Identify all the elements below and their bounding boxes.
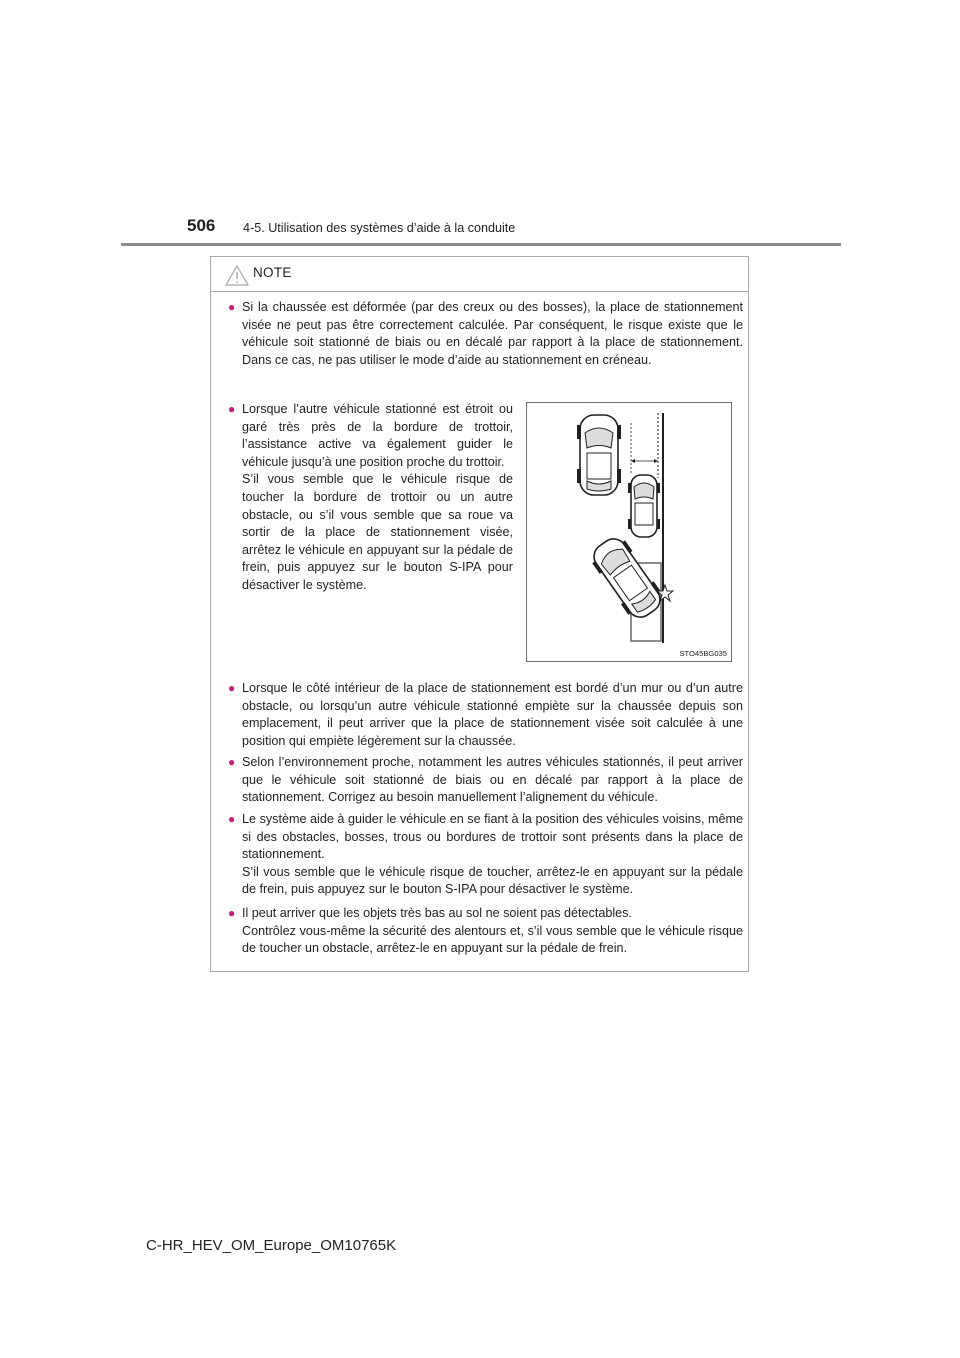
document-id: C-HR_HEV_OM_Europe_OM10765K (146, 1237, 397, 1254)
note-item (228, 811, 743, 899)
bullet-icon: ● (228, 300, 236, 314)
note-item (228, 401, 513, 595)
warning-triangle-icon (225, 265, 249, 286)
parked-car-rear (628, 475, 660, 537)
page-number: 506 (187, 216, 216, 235)
parking-diagram (527, 403, 733, 663)
note-item-text: Le système aide à guider le véhicule en se fiant à la position des véhicules voisins, même si des obstacles, bosses, trous ou bordures de trottoir sont présents dans la place de stationnement. S’il vous semble que le véhicule risque de toucher, arrêtez-le en appuyant sur la pédale de frein, puis appuyez sur le bouton S-IPA pour désactiver le système. (242, 812, 743, 897)
note-item-text: Il peut arriver que les objets très bas au sol ne soient pas détectables. Contrôlez vous-même la sécurité des alentours et, s’il vous semble que le véhicule risque de toucher un obstacle, arrêtez-le en appuyant sur la pédale de frein. (242, 906, 743, 956)
bullet-icon: ● (228, 402, 236, 416)
note-item-text: Si la chaussée est déformée (par des creux ou des bosses), la place de stationnement visée ne peut pas être correctement calculée. Par conséquent, le risque existe que le véhicule soit stationné de biais ou en décalé par rapport à la place de stationnement. Dans ce cas, ne pas utiliser le mode d’aide au stationnement en créneau. (242, 300, 743, 367)
parked-car-front (577, 415, 621, 495)
note-item (228, 905, 743, 958)
header-rule (121, 243, 841, 246)
bullet-icon: ● (228, 906, 236, 920)
bullet-icon: ● (228, 812, 236, 826)
note-item-text: Lorsque l’autre véhicule stationné est étroit ou garé très près de la bordure de trottoir, l’assistance active va également guider le véhicule jusqu’à une position proche du trottoir. S’il vous semble que le véhicule risque de toucher la bordure de trottoir ou un autre obstacle, ou s’il vous semble que sa roue va sortir de la place de stationnement visée, arrêtez le véhicule en appuyant sur la pédale de frein, puis appuyez sur le bouton S-IPA pour désactiver le système. (242, 402, 513, 592)
bullet-icon: ● (228, 681, 236, 695)
parking-illustration (526, 402, 732, 662)
note-item (228, 299, 743, 369)
note-header (211, 257, 748, 292)
bullet-icon: ● (228, 755, 236, 769)
note-title: NOTE (253, 265, 292, 280)
note-item-text: Selon l’environnement proche, notamment les autres véhicules stationnés, il peut arriver que le véhicule soit stationné de biais ou en décalé par rapport à la place de stationnement. Corrigez au besoin manuellement l’alignement du véhicule. (242, 755, 743, 805)
figure-code: STO45BG035 (679, 649, 727, 658)
maneuvering-car (587, 532, 668, 624)
section-title: 4-5. Utilisation des systèmes d’aide à la conduite (243, 221, 516, 235)
note-item-text: Lorsque le côté intérieur de la place de stationnement est bordé d’un mur ou d’un autre obstacle, ou lorsqu’un autre véhicule stationné empiète sur la chaussée depuis son emplacement, il peut arriver que la place de stationnement visée soit calculée à une position qui empiète légèrement sur la chaussée. (242, 681, 743, 748)
note-item (228, 754, 743, 807)
note-item (228, 680, 743, 750)
